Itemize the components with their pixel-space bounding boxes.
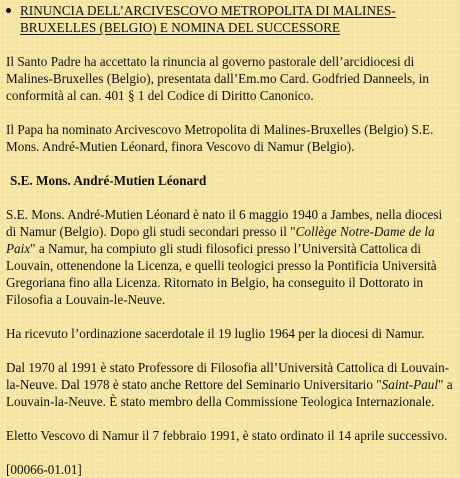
bio-p1-text-a: S.E. Mons. André-Mutien Léonard è nato il 6 maggio 1940 a Jambes, nella diocesi di Namur (Belgio). Dopo gli studi secondari presso il " — [6, 207, 443, 239]
nomination-paragraph: Il Papa ha nominato Arcivescovo Metropolita di Malines-Bruxelles (Belgio) S.E. Mons. André-Mutien Léonard, finora Vescovo di Namur (Belgio). — [6, 122, 434, 154]
seminary-name: Saint-Paul — [381, 377, 439, 392]
bio-p3-text-b: " a Louvain-la-Neuve. È stato membro della Commissione Teologica Internazionale. — [6, 377, 453, 409]
college-name: Collège Notre-Dame de la Paix — [6, 224, 435, 256]
bulletin-heading — [6, 2, 454, 36]
bio-paragraph-1 — [6, 206, 454, 308]
resignation-paragraph: Il Santo Padre ha accettato la rinuncia al governo pastorale dell’arcidiocesi di Malines-Bruxelles (Belgio), presentata dall’Em.mo Card. Godfried Danneels, in conformità al can. 401 § 1 del Codice di Diritto Canonico. — [6, 54, 429, 103]
bio-paragraph-3 — [6, 359, 454, 410]
bio-p1-text-b: " a Namur, ha compiuto gli studi filosofici presso l’Università Cattolica di Louvain, ottenendone la Licenza, e quelli teologici presso la Pontificia Università Gregoriana fino alla Licenza. Ritornato in Belgio, ha conseguito il Dottorato in Filosofia a Louvain-le-Neuve. — [6, 241, 437, 307]
heading-line-2: BRUXELLES (BELGIO) E NOMINA DEL SUCCESSORE — [20, 20, 341, 35]
bio-title: S.E. Mons. André-Mutien Léonard — [10, 173, 207, 188]
heading-line-1: RINUNCIA DELL’ARCIVESCOVO METROPOLITA DI MALINES- — [20, 3, 396, 18]
reference-code: [00066-01.01] — [6, 462, 82, 477]
bio-paragraph-4: Eletto Vescovo di Namur il 7 febbraio 1991, è stato ordinato il 14 aprile successivo. — [6, 428, 448, 443]
bullet-icon — [6, 8, 11, 13]
bio-p3-text-a: Dal 1970 al 1991 è stato Professore di Filosofia all’Università Cattolica di Louvain-la-Neuve. Dal 1978 è stato anche Rettore del Seminario Universitario " — [6, 360, 450, 392]
bio-paragraph-2: Ha ricevuto l’ordinazione sacerdotale il 19 luglio 1964 per la diocesi di Namur. — [6, 326, 425, 341]
